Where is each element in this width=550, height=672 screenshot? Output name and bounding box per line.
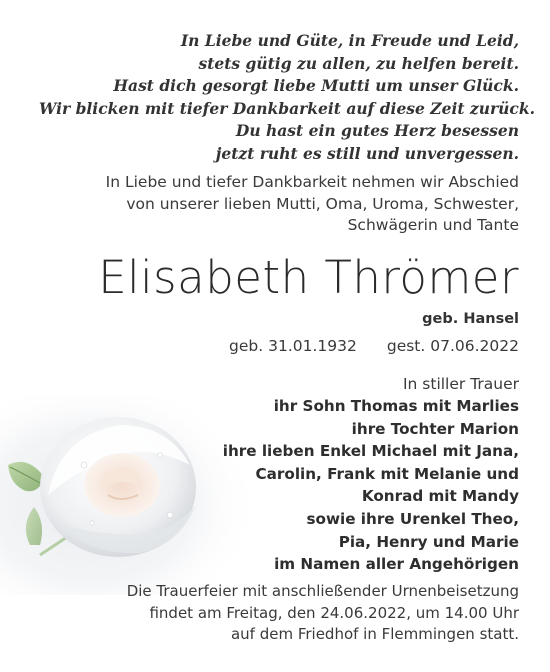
death-date: gest. 07.06.2022 — [386, 337, 519, 355]
intro-line: von unserer lieben Mutti, Oma, Uroma, Schwester, — [126, 194, 519, 213]
mourner-line: sowie ihre Urenkel Theo, — [306, 509, 519, 528]
life-dates — [229, 336, 519, 356]
funeral-line: auf dem Friedhof in Flemmingen statt. — [230, 625, 519, 643]
poem — [39, 30, 535, 166]
farewell-intro — [19, 172, 519, 237]
mourner-line: ihre Tochter Marion — [351, 419, 519, 438]
poem-line: Wir blicken mit tiefer Dankbarkeit auf diese Zeit zurück. — [39, 98, 535, 118]
funeral-details — [0, 581, 519, 646]
funeral-line: findet am Freitag, den 24.06.2022, um 14.00 Uhr — [149, 603, 519, 622]
intro-line: Schwägerin und Tante — [347, 216, 519, 234]
birth-date: geb. 31.01.1932 — [229, 337, 357, 355]
intro-line: In Liebe und tiefer Dankbarkeit nehmen wir Abschied — [105, 173, 519, 191]
poem-line: stets gütig zu allen, zu helfen bereit. — [198, 53, 519, 73]
maiden-name: geb. Hansel — [422, 311, 519, 327]
poem-line: Du hast ein gutes Herz besessen — [235, 121, 519, 141]
mourner-line: ihr Sohn Thomas mit Marlies — [273, 397, 519, 415]
funeral-line: Die Trauerfeier mit anschließender Urnenbeisetzung — [126, 582, 519, 600]
deceased-name: Elisabeth Thrömer — [98, 251, 519, 304]
poem-line: Hast dich gesorgt liebe Mutti um unser Glück. — [113, 76, 519, 96]
mourners-list — [59, 395, 519, 576]
poem-line: jetzt ruht es still und unvergessen. — [215, 143, 519, 163]
mourner-line: Carolin, Frank mit Melanie und — [255, 464, 519, 483]
mourner-line: Pia, Henry und Marie — [338, 532, 519, 551]
mourner-line: Konrad mit Mandy — [361, 487, 519, 506]
mourner-line: ihre lieben Enkel Michael mit Jana, — [222, 442, 519, 461]
mourner-line: im Namen aller Angehörigen — [274, 555, 519, 574]
poem-line: In Liebe und Güte, in Freude und Leid, — [180, 31, 519, 50]
mourning-heading: In stiller Trauer — [402, 375, 519, 393]
